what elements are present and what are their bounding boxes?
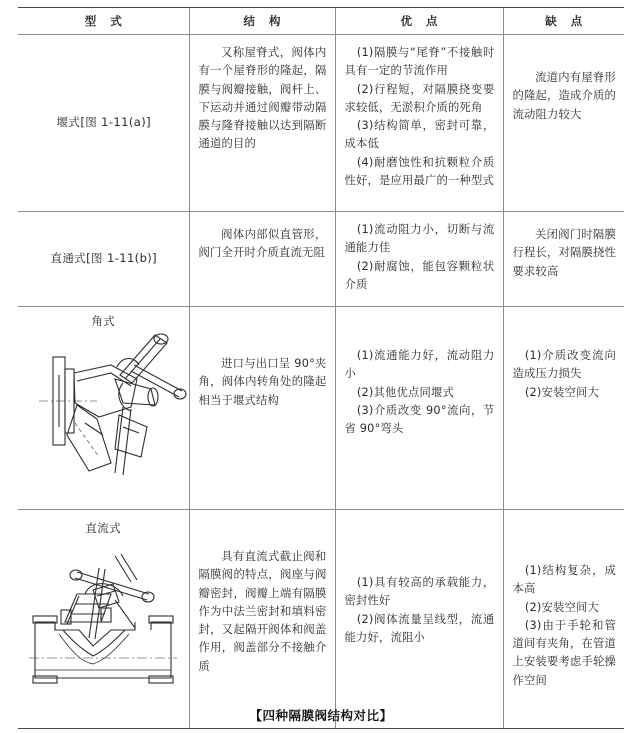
column-header-structure: 结 构 xyxy=(189,8,335,35)
disadvantage-item: 流道内有屋脊形的隆起，造成介质的流动阻力较大 xyxy=(512,71,616,121)
advantage-item: (2)阀体流量呈线型，流通能力好，流阻小 xyxy=(344,612,495,644)
figure-caption: 【四种隔膜阀结构对比】 xyxy=(249,708,393,723)
cell-structure xyxy=(189,35,335,212)
table-row xyxy=(18,307,624,510)
cell-disadvantages xyxy=(503,307,624,510)
disadvantage-item: (2)安装空间大 xyxy=(524,385,600,399)
advantage-item: (1)流动阻力小，切断与流通能力佳 xyxy=(344,223,495,255)
table-header xyxy=(18,8,624,35)
disadvantage-item: (1)介质改变流向造成压力损失 xyxy=(512,349,616,381)
cell-type xyxy=(18,212,189,307)
cell-disadvantages xyxy=(503,212,624,307)
structure-text: 阀体内部似直管形，阀门全开时介质直流无阻 xyxy=(198,228,327,260)
table-row xyxy=(18,212,624,307)
valve-type-label: 堰式[图 1-11(a)] xyxy=(56,114,151,129)
document-page xyxy=(0,7,642,733)
cell-advantages xyxy=(335,510,503,729)
disadvantage-item: (1)结构复杂，成本高 xyxy=(512,564,616,596)
column-header-type: 型 式 xyxy=(18,8,189,35)
cell-structure xyxy=(189,307,335,510)
cell-advantages xyxy=(335,212,503,307)
valve-type-label: 直流式 xyxy=(85,521,122,535)
cell-disadvantages xyxy=(503,510,624,729)
cell-structure xyxy=(189,510,335,729)
diaphragm-valve-comparison-table xyxy=(18,7,624,729)
advantage-item: (1)隔膜与“尾脊”不接触时具有一定的节流作用 xyxy=(344,46,495,78)
column-header-advantages: 优 点 xyxy=(335,8,503,35)
cell-disadvantages xyxy=(503,35,624,212)
table-row xyxy=(18,35,624,212)
table-body xyxy=(18,35,624,729)
advantage-item: (2)行程短，对隔膜挠变要求较低，无淤积介质的死角 xyxy=(344,82,495,114)
column-header-disadvantages: 缺 点 xyxy=(503,8,624,35)
advantage-item: (3)介质改变 90°流向，节省 90°弯头 xyxy=(344,403,495,436)
straight-through-valve-drawing xyxy=(19,538,187,688)
disadvantage-item: 关闭阀门时隔膜行程长，对隔膜挠性要求较高 xyxy=(512,228,616,278)
advantage-item: (4)耐磨蚀性和抗颗粒介质性好，是应用最广的一种型式 xyxy=(344,155,495,188)
advantage-item: (2)其他优点同堰式 xyxy=(356,385,455,399)
disadvantage-item: (2)安装空间大 xyxy=(524,600,600,614)
structure-text: 进口与出口呈 90°夹角，阀体内转角处的隆起相当于堰式结构 xyxy=(198,357,327,407)
angle-valve-drawing xyxy=(19,331,187,481)
cell-type xyxy=(18,307,189,510)
cell-structure xyxy=(189,212,335,307)
advantage-item: (3)结构简单，密封可靠，成本低 xyxy=(344,119,495,151)
advantage-item: (2)耐腐蚀，能包容颗粒状介质 xyxy=(344,259,495,291)
advantage-item: (1)具有较高的承载能力，密封性好 xyxy=(344,576,495,608)
table-row xyxy=(18,510,624,729)
cell-type xyxy=(18,510,189,729)
structure-text: 具有直流式截止阀和隔膜阀的特点，阀座与阀瓣密封，阀瓣上端有隔膜作为中法兰密封和填料密封，又起隔开阀体和阀盖作用，阀盖部分不接触介质 xyxy=(198,550,327,673)
valve-type-label: 直通式[图 1-11(b)] xyxy=(50,250,158,265)
valve-type-label: 角式 xyxy=(91,314,116,328)
advantage-item: (1)流通能力好，流动阻力小 xyxy=(344,349,495,381)
structure-text: 又称屋脊式，阀体内有一个屋脊形的隆起，隔膜与阀瓣接触，阀杆上、下运动并通过阀瓣带动隔膜与隆脊接触以达到隔断通道的目的 xyxy=(198,46,327,151)
cell-type xyxy=(18,35,189,212)
cell-advantages xyxy=(335,307,503,510)
disadvantage-item: (3)由于手轮和管道间有夹角，在管道上安装要考虑手轮操作空间 xyxy=(512,618,616,687)
cell-advantages xyxy=(335,35,503,212)
